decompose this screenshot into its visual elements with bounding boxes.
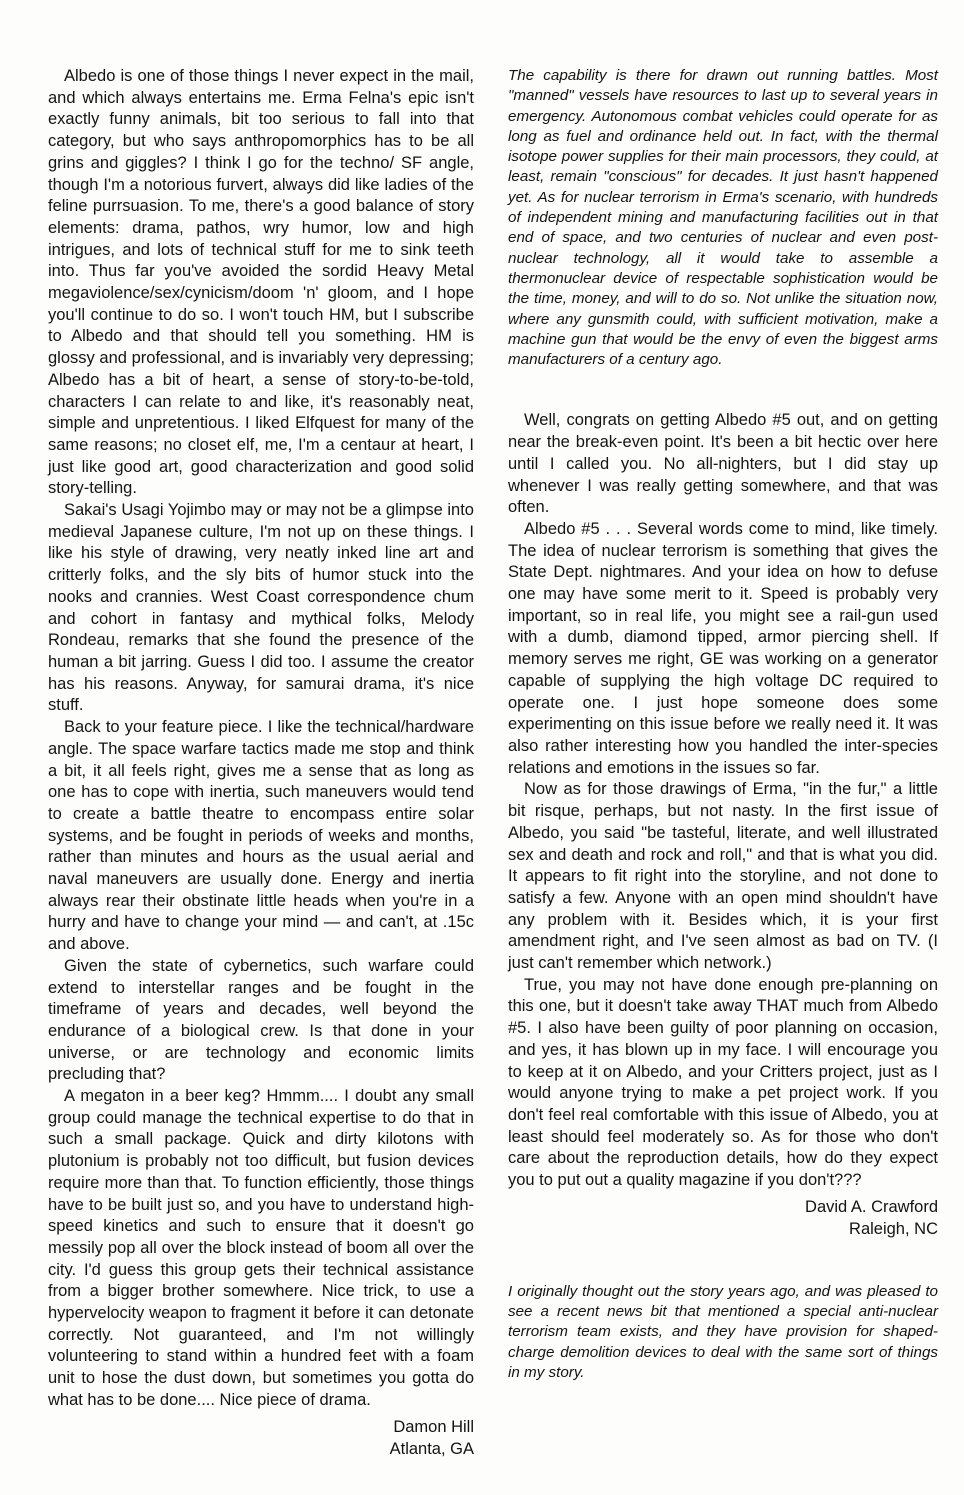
letter-paragraph: Albedo #5 . . . Several words come to mind, like timely. The idea of nuclear terrorism is something that gives the State Dept. nightmares. And your idea on how to defuse one may have some merit to it. Speed is probably very important, so in real life, you might see a rail-gun used with a dumb, diamond tipped, armor piercing shell. If memory serves me right, GE was working on a generator capable of supplying the high voltage DC required to operate one. I just hope someone does some experimenting on this issue before we really need it. It was also rather interesting how you handled the inter-species relations and emotions in the issues so far. [508, 519, 938, 777]
letter-paragraph: Albedo is one of those things I never expect in the mail, and which always entertains me. Erma Felna's epic isn't exactly funny animals, bit too serious to fall into that category, but who says anthropomorphics has to be all grins and giggles? I think I go for the techno/ SF angle, though I'm a notorious furvert, always did like ladies of the feline purrsuasion. To me, there's a good balance of story elements: drama, pathos, wry humor, low and high intrigues, and lots of technical stuff for me to sink teeth into. Thus far you've avoided the sordid Heavy Metal megaviolence/sex/cynicism/doom 'n' gloom, and I hope you'll continue to do so. I won't touch HM, but I subscribe to Albedo and that should tell you something. HM is glossy and professional, and is invariably very depressing; Albedo has a bit of heart, a sense of story-to-be-told, characters I can relate to and like, it's reasonably neat, simple and unpretentious. I liked Elfquest for many of the same reasons; no closet elf, me, I'm a centaur at heart, I just like good art, good characterization and good solid story-telling. [48, 67, 474, 498]
letter-paragraph: True, you may not have done enough pre-planning on this one, but it doesn't take away THAT much from Albedo #5. I also have been guilty of poor planning on occasion, and yes, it has blown up in my face. I will encourage you to keep at it on Albedo, and your Critters project, just as I would anyone trying to make a pet project work. If you don't feel real comfortable with this issue of Albedo, you at least should feel moderately so. As for those who don't care about the reproduction details, how do they expect you to put out a quality magazine if you don't??? [508, 975, 938, 1190]
letter-damon-hill [48, 66, 474, 1412]
signature-place: Atlanta, GA [389, 1439, 474, 1458]
signature-place: Raleigh, NC [849, 1219, 938, 1238]
signature [48, 1416, 474, 1460]
letter-paragraph: Now as for those drawings of Erma, "in the fur," a little bit risque, perhaps, but not nasty. In the first issue of Albedo, you said "be tasteful, literate, and well illustrated sex and death and rock and roll," and that is what you did. It appears to fit right into the storyline, and not done to satisfy a few. Anyone with an open mind shouldn't have any problem with it. Besides which, it is your first amendment right, and I've seen almost as bad on TV. (I just can't remember which network.) [508, 780, 938, 973]
right-column [508, 66, 938, 1383]
letter-david-crawford [508, 410, 938, 1191]
signature-name: Damon Hill [393, 1417, 474, 1436]
left-column [48, 66, 474, 1460]
signature-name: David A. Crawford [805, 1197, 938, 1216]
letter-paragraph: Well, congrats on getting Albedo #5 out, and on getting near the break-even point. It's been a bit hectic over here until I called you. No all-nighters, but I did stay up whenever I was really getting somewhere, and that was often. [508, 411, 938, 517]
letter-paragraph: Back to your feature piece. I like the technical/hardware angle. The space warfare tactics made me stop and think a bit, it all feels right, gives me a sense that as long as one has to cope with inertia, such maneuvers would tend to create a battle theatre to encompass entire solar systems, and be fought in periods of weeks and months, rather than minutes and hours as the usual aerial and naval maneuvers are usually done. Energy and inertia always rear their obstinate little heads when you're in a hurry and have to change your mind — and can't, at .15c and above. [48, 718, 474, 954]
letter-paragraph: A megaton in a beer keg? Hmmm.... I doubt any small group could manage the technical expertise to do that in such a small package. Quick and dirty kilotons with plutonium is probably not too difficult, but fusion devices require more than that. To function efficiently, those things have to be built just so, and you have to understand high-speed kinetics and such to ensure that it doesn't go messily pop all over the block instead of boom all over the city. I'd guess this group gets their technical assistance from a bigger brother somewhere. Nice trick, to use a hypervelocity weapon to fragment it before it can detonate correctly. Not guaranteed, and I'm not willingly volunteering to stand within a hundred feet with a foam unit to hose the dust down, but sometimes you gotta do what has to be done.... Nice piece of drama. [48, 1087, 474, 1409]
letter-paragraph: Given the state of cybernetics, such warfare could extend to interstellar ranges and be fought in the timeframe of years and decades, well beyond the endurance of a biological crew. Is that done in your universe, or are technology and economic limits precluding that? [48, 956, 474, 1084]
letter-paragraph: Sakai's Usagi Yojimbo may or may not be a glimpse into medieval Japanese culture, I'm not up on these things. I like his style of drawing, very neatly inked line art and critterly folks, and the sly bits of humor stuck into the nooks and crannies. West Coast correspondence chum and cohort in fantasy and mythical folks, Melody Rondeau, remarks that she found the presence of the human a bit jarring. Guess I did too. I assume the creator has his reasons. Anyway, for samurai drama, it's nice stuff. [48, 501, 474, 715]
signature [508, 1196, 938, 1240]
editor-reply: The capability is there for drawn out running battles. Most "manned" vessels have resources to last up to several years in emergency. Autonomous combat vehicles could operate for as long as fuel and ordinance held out. In fact, with the thermal isotope power supplies for their main processors, they could, at least, remain "conscious" for decades. It just hasn't happened yet. As for nuclear terrorism in Erma's scenario, with hundreds of independent mining and manufacturing facilities out in that end of space, and two centuries of nuclear and even post-nuclear technology, all it would take to assemble a thermonuclear device of respectable sophistication would be the time, money, and will to do so. Not unlike the situation now, where any gunsmith could, with sufficient motivation, make a machine gun that would be the envy of even the biggest arms manufacturers of a century ago. [508, 67, 938, 369]
editor-reply: I originally thought out the story years ago, and was pleased to see a recent news bit that mentioned a special anti-nuclear terrorism team exists, and they have provision for shaped-charge demolition devices to deal with the same sort of things in my story. [508, 1282, 938, 1381]
